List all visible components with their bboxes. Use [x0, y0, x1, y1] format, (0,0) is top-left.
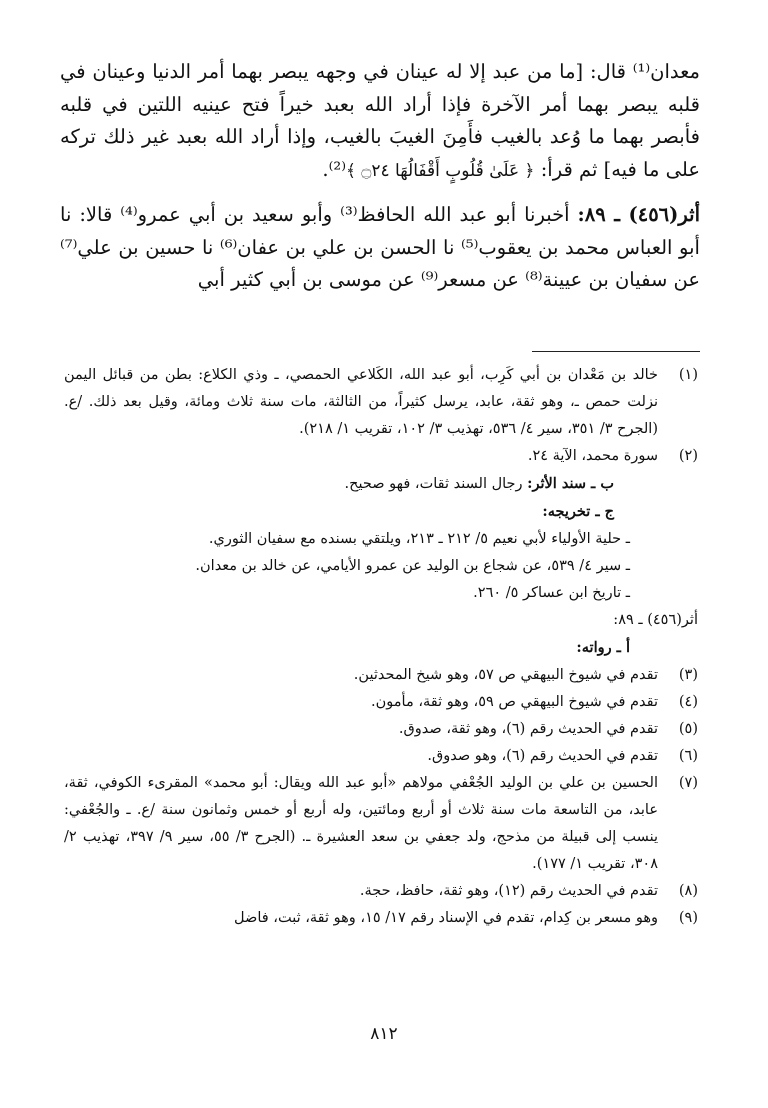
takhrij-item: ـ سير ٤/ ٥٣٩، عن شجاع بن الوليد عن عمرو الأيامي، عن خالد بن معدان.	[195, 558, 630, 574]
sanad-label: ب ـ سند الأثر:	[527, 475, 614, 492]
footnote-8	[64, 878, 698, 905]
footnote-text: تقدم في شيوخ البيهقي ص ٥٩، وهو ثقة، مأمون.	[371, 694, 658, 710]
athar-number: أثر(٤٥٦) ـ ٨٩:	[577, 203, 700, 226]
footnote-text: تقدم في شيوخ البيهقي ص ٥٧، وهو شيخ المحدثين.	[353, 667, 658, 683]
footnote-number: (٨)	[678, 883, 698, 899]
footnote-number: (٦)	[678, 748, 698, 764]
footnote-number: (٤)	[678, 694, 698, 710]
footnote-1	[64, 362, 698, 443]
quran-verse: ﴿ عَلَىٰ قُلُوبٍ أَقْفَالُهَا ۝٢٤ ﴾	[346, 160, 535, 181]
footnote-divider	[532, 351, 700, 352]
footnote-6	[64, 743, 698, 770]
sanad-line	[64, 470, 698, 498]
main-text	[60, 56, 700, 297]
footnote-text: تقدم في الحديث رقم (٦)، وهو ثقة، صدوق.	[398, 721, 658, 737]
takhrij-heading	[64, 498, 698, 526]
takhrij-item: ـ حلية الأولياء لأبي نعيم ٥/ ٢١٢ ـ ٢١٣، ويلتقي بسنده مع سفيان الثوري.	[208, 531, 630, 547]
footnote-9	[64, 905, 698, 932]
takhrij-label: ج ـ تخريجه:	[542, 503, 614, 520]
footnote-number: (٥)	[678, 721, 698, 737]
footnote-4	[64, 689, 698, 716]
paragraph-1	[60, 56, 700, 187]
footnote-ref-2: ⁽²⁾.	[322, 157, 347, 181]
footnote-7	[64, 770, 698, 878]
footnote-3	[64, 662, 698, 689]
page-number: ٨١٢	[370, 1024, 398, 1044]
ruwat-heading	[64, 634, 698, 662]
paragraph-1-text: معدان⁽¹⁾ قال: [ما من عبد إلا له عينان في وجهه يبصر بهما أمر الدنيا وعينان في قلبه يبصر بهما أمر الآخرة فإذا أراد الله بعبد خيراً فتح عينيه اللتين في قلبه فأبصر بهما ما وُعد بالغيب فأَمِنَ الغيبَ بالغيب، وإذا أراد الله بعبد غير ذلك تركه على ما فيه] ثم قرأ:	[60, 60, 700, 181]
sanad-text: رجال السند ثقات، فهو صحيح.	[344, 476, 523, 492]
footnote-text: وهو مسعر بن كِدام، تقدم في الإسناد رقم ١٧/ ١٥، وهو ثقة، ثبت، فاضل	[234, 910, 658, 926]
footnote-5	[64, 716, 698, 743]
paragraph-2-text: أخبرنا أبو عبد الله الحافظ⁽³⁾ وأبو سعيد بن أبي عمرو⁽⁴⁾ قالا: نا أبو العباس محمد بن يعقوب⁽⁵⁾ نا الحسن بن علي بن عفان⁽⁶⁾ نا حسين بن علي⁽⁷⁾ عن سفيان بن عيينة⁽⁸⁾ عن مسعر⁽⁹⁾ عن موسى بن أبي كثير أبي	[60, 203, 700, 291]
athar-heading: أثر(٤٥٦) ـ ٨٩:	[613, 612, 698, 628]
footnote-number: (١)	[678, 367, 698, 383]
footnote-number: (٧)	[678, 775, 698, 791]
footnote-2	[64, 443, 698, 470]
paragraph-2	[60, 199, 700, 297]
footnote-text: تقدم في الحديث رقم (١٢)، وهو ثقة، حافظ، حجة.	[359, 883, 658, 899]
footnote-text: الحسين بن علي بن الوليد الجُعْفي مولاهم «أبو عبد الله ويقال: أبو محمد» المقرىء الكوفي، ثقة، عابد، من التاسعة مات سنة ثلاث أو أربع ومائتين، وله أربع أو خمس وثمانون سنة /ع. ـ والجُعْفي: ينسب إلى قبيلة من مذحج، ولد جعفي بن سعد العشيرة ـ. (الجرح ٣/ ٥٥، سير ٩/ ٣٩٧، تهذيب ٢/ ٣٠٨، تقريب ١/ ١٧٧).	[64, 775, 658, 872]
footnote-text: تقدم في الحديث رقم (٦)، وهو صدوق.	[427, 748, 658, 764]
footnote-number: (٩)	[678, 910, 698, 926]
footnote-text: سورة محمد، الآية ٢٤.	[527, 448, 658, 464]
footnotes	[64, 362, 698, 932]
footnote-number: (٣)	[678, 667, 698, 683]
ruwat-label: أ ـ رواته:	[576, 639, 630, 656]
footnote-number: (٢)	[678, 448, 698, 464]
footnote-text: خالد بن مَعْدان بن أبي كَرِب، أبو عبد الله، الكَلاعي الحمصي، ـ وذي الكلاع: بطن من قبائل اليمن نزلت حمص ـ، وهو ثقة، عابد، يرسل كثيراً، من الثالثة، مات سنة ثلاث ومائة، وقيل بعد ذلك. /ع. (الجرح ٣/ ٣٥١، سير ٤/ ٥٣٦، تهذيب ٣/ ١٠٢، تقريب ١/ ٢١٨).	[64, 367, 658, 437]
takhrij-item: ـ تاريخ ابن عساكر ٥/ ٢٦٠.	[473, 585, 630, 601]
